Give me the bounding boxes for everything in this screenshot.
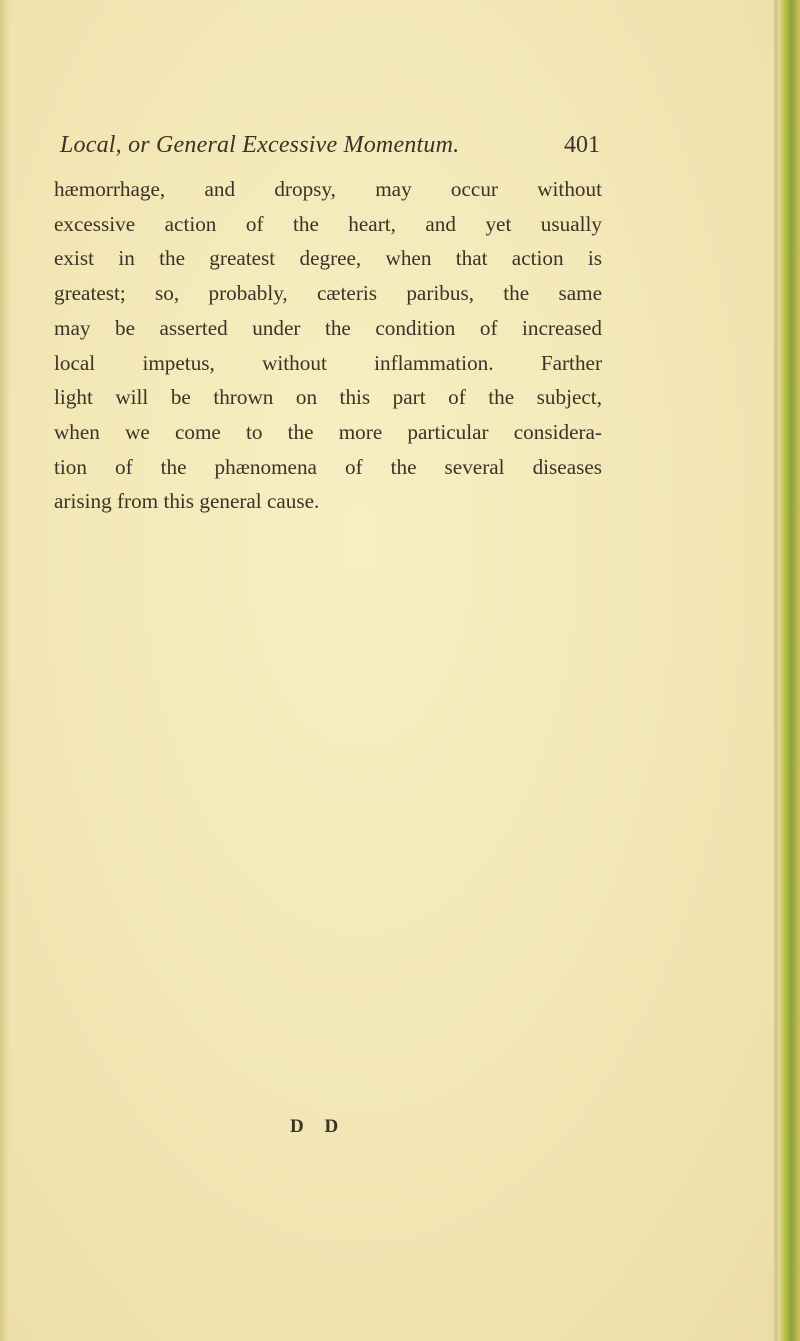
text-line: tion of the phænomena of the several diseases <box>54 454 602 479</box>
running-head-title: Local, or General Excessive Momentum. <box>60 132 460 158</box>
binding-edge <box>778 0 800 1341</box>
text-line: excessive action of the heart, and yet usually <box>54 211 602 236</box>
text-line: may be asserted under the condition of increased <box>54 315 602 340</box>
text-line: local impetus, without inflammation. Farther <box>54 350 602 375</box>
text-line: arising from this general cause. <box>54 489 320 514</box>
text-line: hæmorrhage, and dropsy, may occur without <box>54 177 602 201</box>
text-line: when we come to the more particular considera- <box>54 419 602 444</box>
text-line: greatest; so, probably, cæteris paribus, the same <box>54 281 602 306</box>
text-line: exist in the greatest degree, when that action is <box>54 246 602 271</box>
page-left-edge <box>0 0 10 1341</box>
running-head <box>60 128 600 162</box>
page-number: 401 <box>564 132 600 158</box>
text-line: light will be thrown on this part of the subject, <box>54 385 602 410</box>
body-paragraph <box>54 172 602 519</box>
signature-mark: D D <box>290 1116 347 1137</box>
